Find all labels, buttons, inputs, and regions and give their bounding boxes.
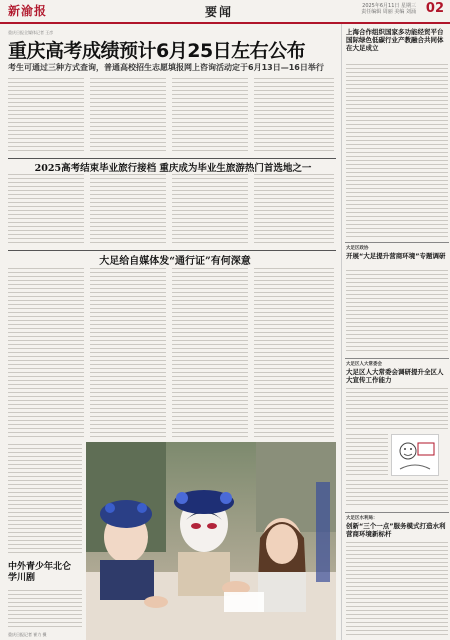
story3-headline: 大足给自媒体发“通行证”有何深意 [99, 256, 251, 267]
right-story3-headline: 大足区人大常委会调研提升全区人大宣传工作能力 [346, 368, 444, 384]
lead-body-col-1 [8, 78, 84, 154]
divider [8, 250, 336, 251]
lead-headline: 重庆高考成绩预计6月25日左右公布 [8, 40, 306, 62]
right-story2-kicker: 大足区政协 [346, 246, 369, 251]
story3-body-col-1 [8, 268, 84, 440]
photo-caption-title: 中外青少年北仑学川剧 [8, 562, 72, 583]
right-story4-headline: 创新“三个一点”服务模式打造水利营商环境新标杆 [346, 522, 446, 538]
divider [345, 512, 449, 513]
right-story3-body-c [346, 480, 448, 508]
lead-subheadline: 考生可通过三种方式查询，普通高校招生志愿填报网上咨询活动定于6月13日—16日举行 [8, 63, 324, 72]
right-story4-kicker: 大足区水利局： [346, 516, 378, 521]
right-story1-body [346, 64, 448, 238]
story3-body-col-3 [172, 268, 248, 440]
right-column [341, 24, 450, 640]
photo-caption-body [8, 590, 82, 630]
divider [345, 358, 449, 359]
cartoon-icon [392, 435, 438, 475]
right-story2-headline: 开展“大足提升营商环境”专题调研 [346, 252, 446, 260]
opera-makeup-photo [86, 442, 336, 640]
cartoon-illustration [391, 434, 439, 476]
lead-byline: 重庆日报全媒体记者 王彦 [8, 30, 54, 35]
right-story3-body-b [346, 434, 388, 476]
page-number: 02 [425, 1, 444, 16]
masthead [0, 0, 450, 22]
photo-credit: 重庆日报记者 崔力 摄 [8, 632, 47, 637]
story3-body-col-0b [8, 444, 82, 556]
right-story3-kicker: 大足区人大常委会 [346, 362, 382, 367]
divider [8, 158, 336, 159]
divider [345, 242, 449, 243]
lead-body-col-3 [172, 78, 248, 154]
right-story4-body [346, 542, 448, 636]
story2-headline: 2025高考结束毕业旅行接档 重庆成为毕业生旅游热门首选地之一 [34, 163, 312, 174]
story3-body-col-2 [90, 268, 166, 440]
right-story3-body-a [346, 388, 448, 432]
story2-body-col-3 [172, 174, 248, 246]
story2-body-col-1 [8, 174, 84, 246]
story3-body-col-4 [254, 268, 334, 440]
story2-body-col-4 [254, 174, 334, 246]
lead-body-col-2 [90, 78, 166, 154]
newspaper-logo: 新渝报 [8, 4, 48, 18]
main-column [0, 24, 338, 640]
issue-editors: 责任编辑 周丽 美编 刘涌 [361, 9, 416, 15]
lead-body-col-4 [254, 78, 334, 154]
right-story1-headline: 上海合作组织国家多功能经贸平台国际绿色低碳行业产教融合共同体在大足成立 [346, 28, 444, 52]
right-story2-body [346, 270, 448, 354]
section-title: 要闻 [205, 5, 234, 19]
feature-photo [86, 442, 336, 640]
issue-info [361, 3, 416, 15]
issue-date: 2025年6月11日 星期三 [362, 3, 416, 9]
story2-body-col-2 [90, 174, 166, 246]
